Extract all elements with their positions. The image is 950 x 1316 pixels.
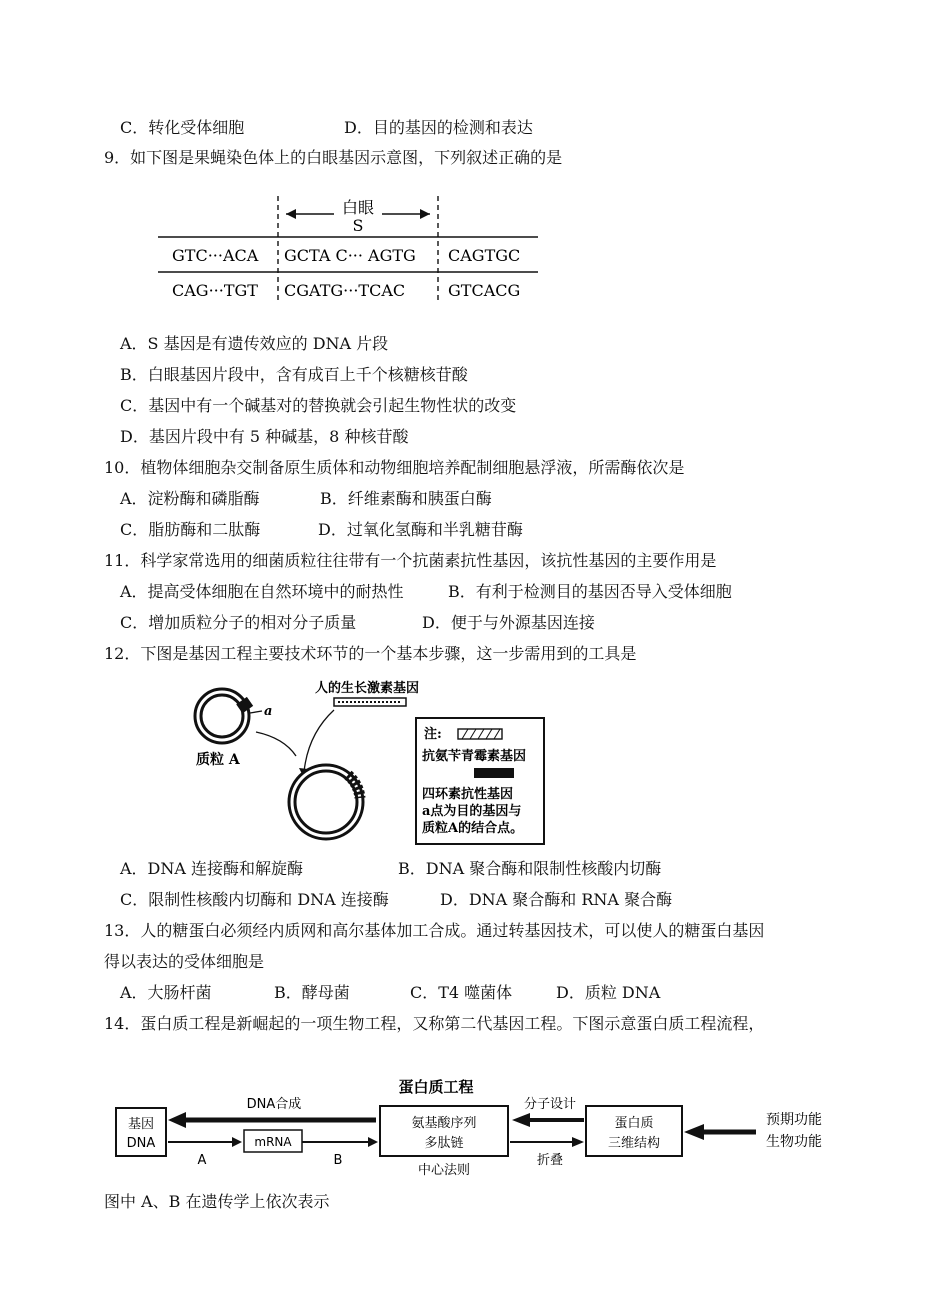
q10-option-d: D．过氧化氢酶和半乳糖苷酶	[318, 520, 523, 539]
q10-option-b: B．纤维素酶和胰蛋白酶	[320, 489, 492, 508]
q11-stem: 11．科学家常选用的细菌质粒往往带有一个抗菌素抗性基因，该抗性基因的主要作用是	[104, 551, 717, 570]
q8-option-d: D．目的基因的检测和表达	[344, 118, 533, 137]
box3-line1: 蛋白质	[614, 1116, 654, 1131]
folding-label: 折叠	[536, 1153, 564, 1168]
hgh-gene-label: 人的生长激素基因	[315, 681, 420, 696]
q9-gene-figure	[150, 192, 550, 310]
q9-option-b: B．白眼基因片段中，含有成百上千个核糖核苷酸	[120, 365, 468, 384]
central-dogma-label: 中心法则	[417, 1163, 471, 1178]
bottom-strand-left: CAG···TGT	[172, 281, 258, 300]
legend-tet: 四环素抗性基因	[422, 787, 514, 802]
q12-plasmid-figure	[188, 674, 556, 846]
mrna-label: mRNA	[254, 1135, 292, 1149]
point-a-label: a	[264, 704, 273, 719]
q9-stem: 9．如下图是果蝇染色体上的白眼基因示意图，下列叙述正确的是	[104, 148, 563, 167]
q11-option-c: C．增加质粒分子的相对分子质量	[120, 613, 357, 632]
gene-label: 白眼	[341, 198, 375, 217]
q8-option-c: C．转化受体细胞	[120, 118, 245, 137]
q9-option-a: A．S 基因是有遗传效应的 DNA 片段	[120, 334, 389, 353]
q14-flow-figure	[110, 1070, 840, 1182]
q13-option-c: C．T4 噬菌体	[410, 983, 513, 1002]
box2-line1: 氨基酸序列	[411, 1116, 477, 1131]
molecular-design-label: 分子设计	[523, 1097, 577, 1112]
expected-function-label: 预期功能	[766, 1112, 822, 1128]
q13-option-a: A．大肠杆菌	[120, 983, 212, 1002]
flow-title: 蛋白质工程	[398, 1078, 474, 1096]
q11-option-a: A．提高受体细胞在自然环境中的耐热性	[120, 582, 404, 601]
segment-label: S	[352, 216, 364, 235]
top-strand-left: GTC···ACA	[172, 246, 259, 265]
q13-stem-line1: 13．人的糖蛋白必须经内质网和高尔基体加工合成。通过转基因技术，可以使人的糖蛋白基因	[104, 921, 765, 940]
q12-option-b: B．DNA 聚合酶和限制性核酸内切酶	[398, 859, 662, 878]
bottom-strand-right: GTCACG	[448, 281, 521, 300]
box1-line1: 基因	[127, 1117, 155, 1132]
q14-tail: 图中 A、B 在遗传学上依次表示	[104, 1192, 330, 1211]
box1-line2: DNA	[126, 1136, 156, 1151]
top-strand-right: CAGTGC	[448, 246, 521, 265]
q10-option-c: C．脂肪酶和二肽酶	[120, 520, 261, 539]
q9-option-c: C．基因中有一个碱基对的替换就会引起生物性状的改变	[120, 396, 517, 415]
q11-option-d: D．便于与外源基因连接	[422, 613, 595, 632]
q13-option-b: B．酵母菌	[274, 983, 350, 1002]
q10-option-a: A．淀粉酶和磷脂酶	[120, 489, 260, 508]
q13-stem-line2: 得以表达的受体细胞是	[104, 952, 265, 971]
top-strand-mid: GCTA C··· AGTG	[284, 246, 416, 265]
q12-option-a: A．DNA 连接酶和解旋酶	[120, 859, 304, 878]
q13-option-d: D．质粒 DNA	[556, 983, 661, 1002]
q14-stem: 14．蛋白质工程是新崛起的一项生物工程，又称第二代基因工程。下图示意蛋白质工程流程，	[104, 1014, 765, 1033]
label-b: B	[333, 1153, 343, 1168]
legend-amp: 抗氨苄青霉素基因	[422, 749, 527, 764]
q11-option-b: B．有利于检测目的基因否导入受体细胞	[448, 582, 732, 601]
q10-stem: 10．植物体细胞杂交制备原生质体和动物细胞培养配制细胞悬浮液，所需酶依次是	[104, 458, 685, 477]
q12-option-d: D．DNA 聚合酶和 RNA 聚合酶	[440, 890, 673, 909]
box2-line2: 多肽链	[424, 1136, 464, 1151]
legend-note-2: 质粒A的结合点。	[422, 821, 524, 836]
biological-function-label: 生物功能	[766, 1134, 822, 1150]
bottom-strand-mid: CGATG···TCAC	[284, 281, 406, 300]
q9-option-d: D．基因片段中有 5 种碱基，8 种核苷酸	[120, 427, 409, 446]
dna-synthesis-label: DNA合成	[246, 1097, 302, 1112]
legend-title: 注:	[424, 727, 442, 742]
legend-note-1: a点为目的基因与	[422, 804, 522, 819]
box3-line2: 三维结构	[607, 1136, 661, 1151]
q12-option-c: C．限制性核酸内切酶和 DNA 连接酶	[120, 890, 389, 909]
label-a: A	[197, 1153, 207, 1168]
plasmid-a-label: 质粒 A	[196, 752, 240, 768]
q12-stem: 12．下图是基因工程主要技术环节的一个基本步骤，这一步需用到的工具是	[104, 644, 637, 663]
